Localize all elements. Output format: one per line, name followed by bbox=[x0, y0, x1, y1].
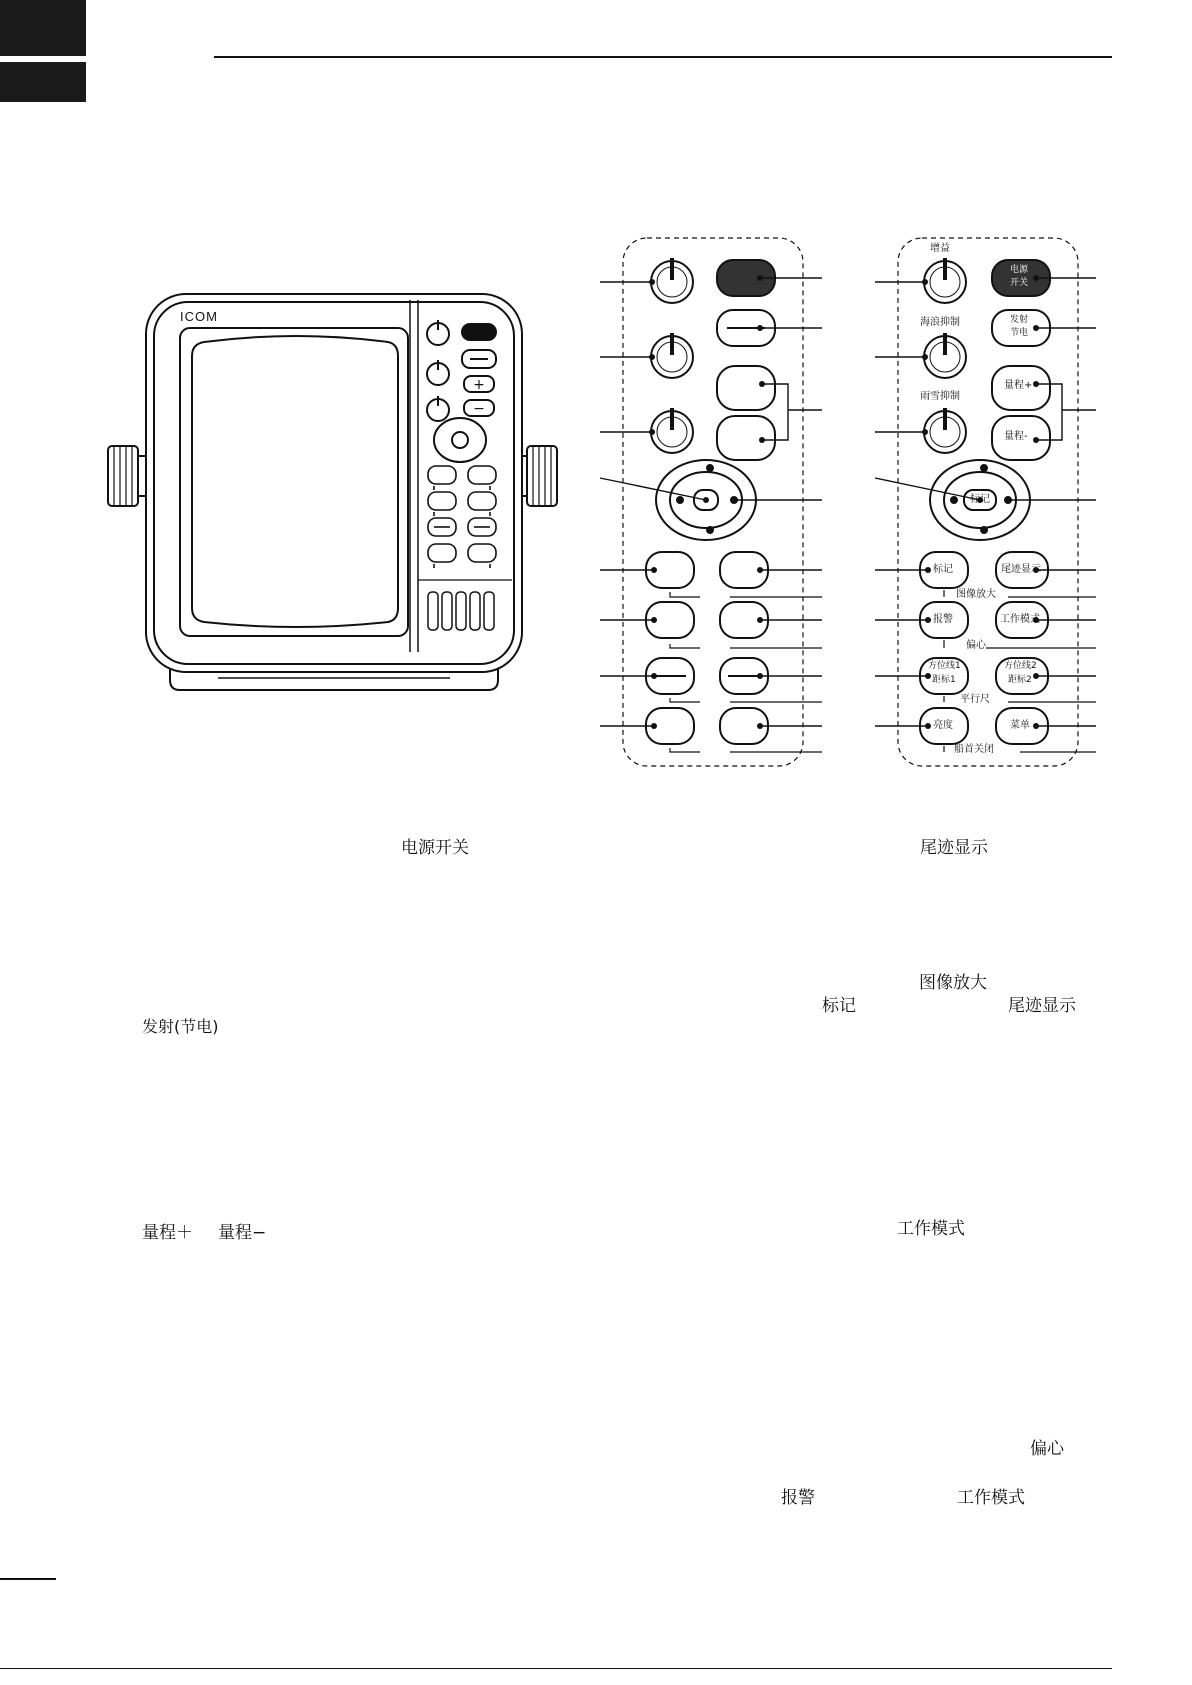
alarm-key: 报警 bbox=[933, 614, 953, 625]
svg-text:+: + bbox=[473, 377, 485, 393]
tx-key-line1: 发射 bbox=[1010, 315, 1029, 325]
text-range-minus: 量程− bbox=[218, 1223, 267, 1243]
footer-rule bbox=[0, 1668, 1112, 1669]
text-transmit-save: 发射(节电) bbox=[142, 1017, 219, 1036]
svg-text:−: − bbox=[473, 401, 485, 417]
footer-page-mark bbox=[0, 1578, 56, 1580]
range-plus-key: 量程+ bbox=[1004, 380, 1033, 391]
knob-rain-label: 雨雪抑制 bbox=[920, 391, 960, 402]
text-mark: 标记 bbox=[822, 996, 856, 1016]
knob-sea-label: 海浪抑制 bbox=[920, 317, 960, 328]
hl-off-combo-label: 船首关闭 bbox=[954, 744, 994, 755]
text-trail-2: 尾迹显示 bbox=[1008, 996, 1076, 1016]
trail-key: 尾迹显示 bbox=[1001, 564, 1041, 575]
ebl2-key-line2: 距标2 bbox=[1008, 675, 1032, 685]
text-mode-2: 工作模式 bbox=[957, 1488, 1025, 1508]
text-trail-1: 尾迹显示 bbox=[920, 838, 988, 858]
offcenter-combo-label: 偏心 bbox=[966, 640, 986, 651]
left-control-panel bbox=[600, 238, 822, 766]
range-minus-key: 量程- bbox=[1004, 431, 1028, 442]
parallel-combo-label: 平行尺 bbox=[960, 694, 990, 705]
mode-key: 工作模式 bbox=[1000, 614, 1040, 625]
text-power-switch: 电源开关 bbox=[401, 838, 469, 858]
ebl1-key-line2: 距标1 bbox=[932, 675, 956, 685]
text-range-plus: 量程＋ bbox=[142, 1223, 193, 1243]
tx-key-line2: 节电 bbox=[1010, 328, 1029, 338]
ebl1-key-line1: 方位线1 bbox=[928, 661, 961, 671]
text-zoom: 图像放大 bbox=[919, 973, 987, 993]
power-key-line2: 开关 bbox=[1010, 278, 1029, 288]
knob-gain-label: 增益 bbox=[930, 243, 950, 254]
brill-key: 亮度 bbox=[933, 720, 953, 731]
brand-logo: ICOM bbox=[180, 309, 218, 324]
mark-key: 标记 bbox=[933, 564, 953, 575]
zoom-combo-label: 图像放大 bbox=[956, 589, 996, 600]
menu-key: 菜单 bbox=[1010, 720, 1030, 731]
power-key-line1: 电源 bbox=[1010, 265, 1029, 275]
text-alarm: 报警 bbox=[781, 1488, 815, 1508]
text-offcenter: 偏心 bbox=[1030, 1439, 1064, 1459]
text-mode-1: 工作模式 bbox=[897, 1219, 965, 1239]
ebl2-key-line1: 方位线2 bbox=[1004, 661, 1037, 671]
cursor-center-key: 标记 bbox=[970, 494, 990, 505]
